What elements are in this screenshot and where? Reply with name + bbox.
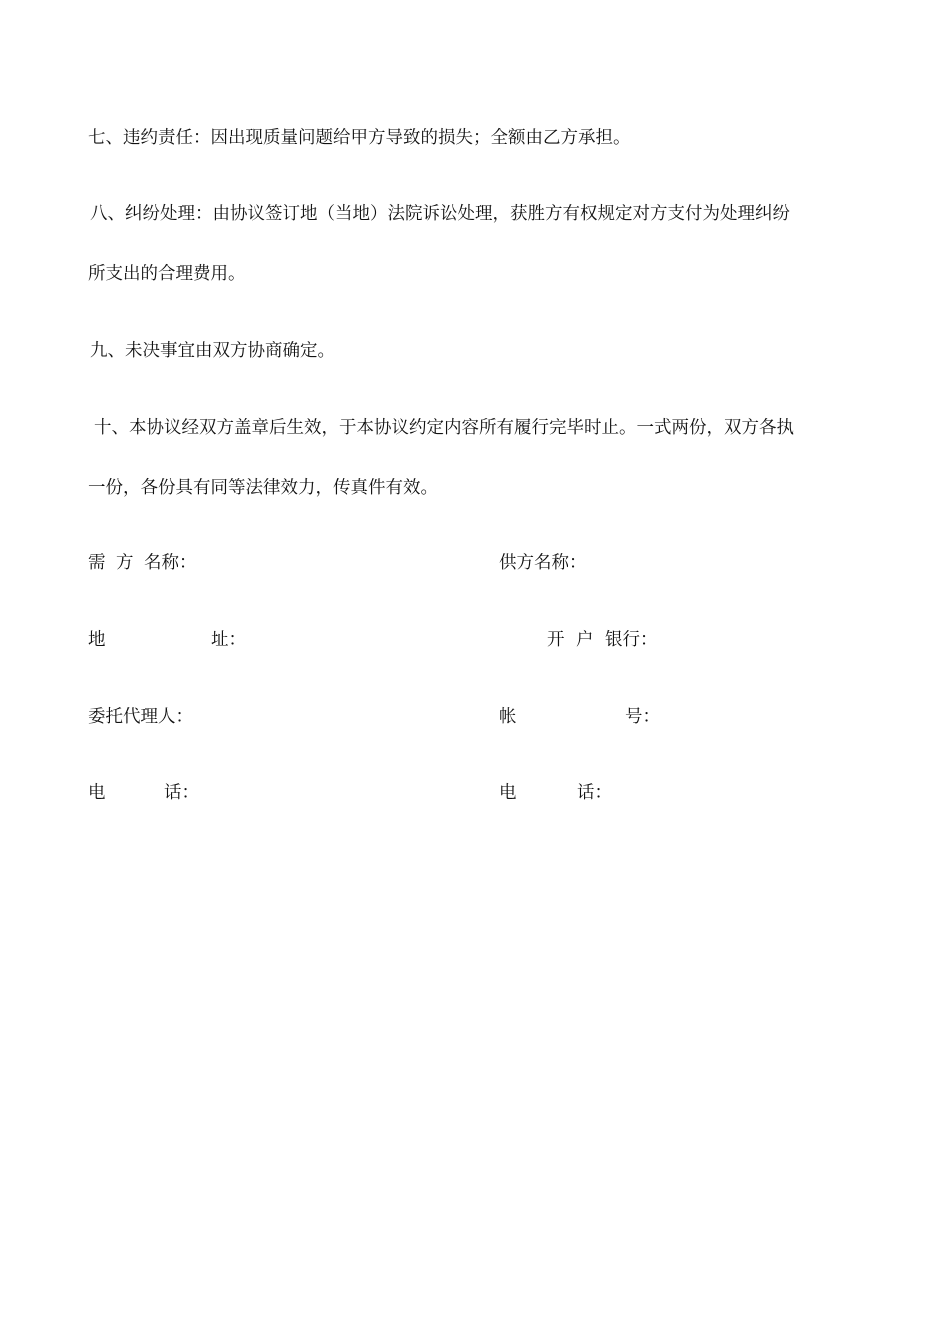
buyer-name-label: 需 方 名称：: [88, 553, 197, 573]
supplier-name-label: 供方名称：: [499, 553, 587, 573]
buyer-phone-label: 电 话：: [88, 783, 199, 803]
buyer-agent-label: 委托代理人：: [88, 707, 193, 727]
clause-eight-line1: 八、纠纷处理：由协议签订地（当地）法院诉讼处理，获胜方有权规定对方支付为处理纠纷: [90, 204, 790, 224]
clause-eight-line2: 所支出的合理费用。: [88, 264, 246, 284]
clause-ten-line1: 十、本协议经双方盖章后生效，于本协议约定内容所有履行完毕时止。一式两份，双方各执: [94, 418, 794, 438]
supplier-phone-label: 电 话：: [499, 783, 612, 803]
buyer-address-label: 地 址：: [88, 630, 246, 650]
clause-ten-line2: 一份，各份具有同等法律效力，传真件有效。: [88, 478, 438, 498]
clause-nine: 九、未决事宜由双方协商确定。: [90, 341, 335, 361]
supplier-account-label: 帐 号：: [499, 707, 660, 727]
clause-seven: 七、违约责任：因出现质量问题给甲方导致的损失；全额由乙方承担。: [88, 128, 631, 148]
supplier-bank-label: 开 户 银行：: [547, 630, 658, 650]
